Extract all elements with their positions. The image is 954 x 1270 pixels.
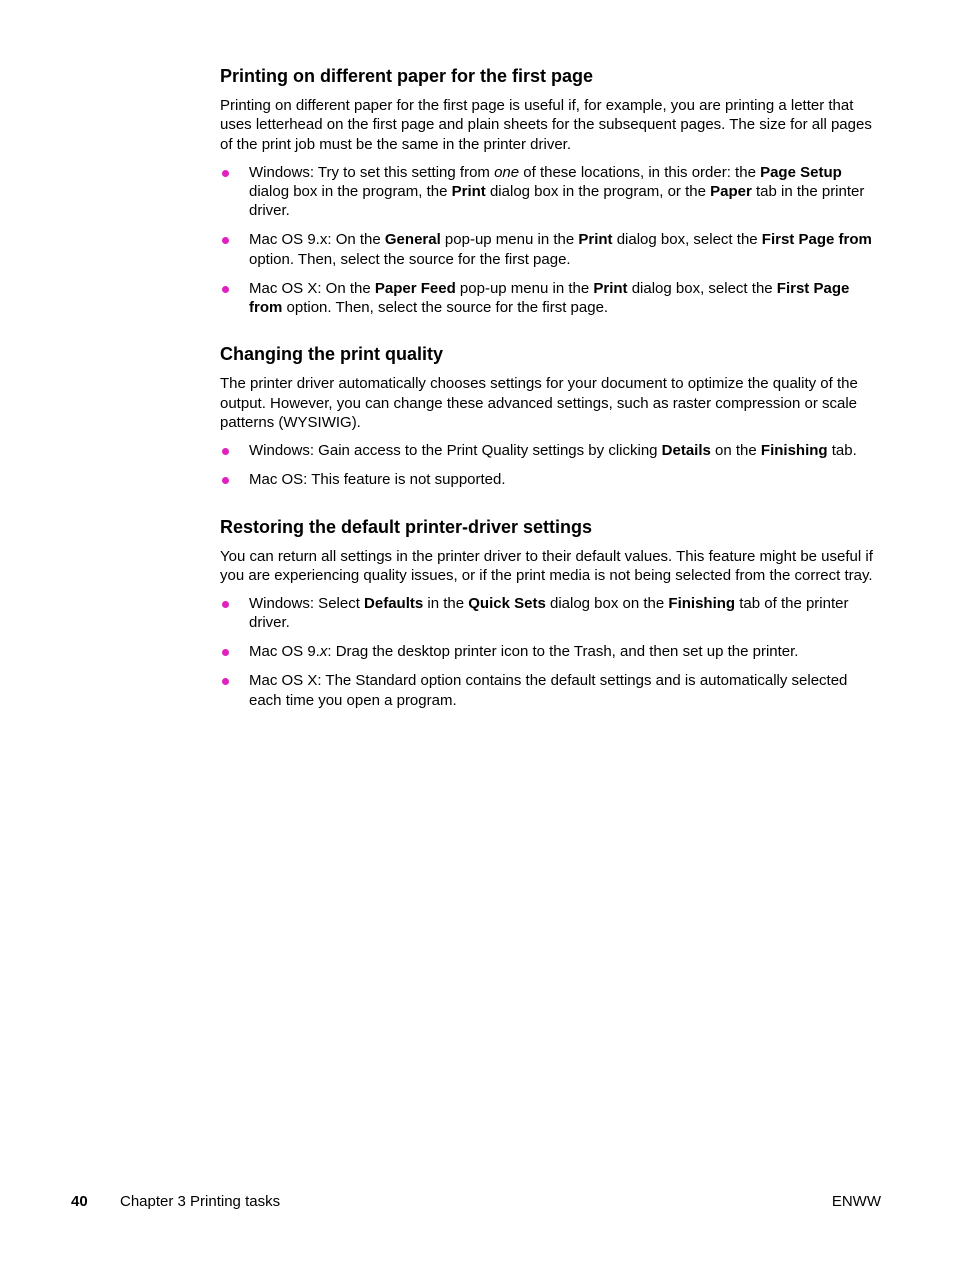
page-number: 40 (71, 1193, 88, 1210)
list-item-text (249, 164, 864, 220)
italic-text: one (494, 163, 520, 181)
list-item (220, 279, 880, 318)
section-heading: Changing the print quality (220, 344, 443, 365)
bullet-icon (222, 170, 229, 177)
text-run: dialog box on the (545, 595, 669, 613)
bullet-icon (222, 649, 229, 656)
footer-right-label: ENWW (831, 1193, 881, 1210)
text-run: dialog box in the program, the (249, 183, 452, 201)
list-item-text (249, 231, 872, 267)
text-run: pop-up menu in the (440, 231, 579, 249)
text-run: of these locations, in this order: the (519, 163, 761, 181)
list-item (220, 671, 880, 710)
text-run: Mac OS X: The Standard option contains the default settings and is automatically selected each time you open a program. (249, 672, 848, 709)
text-run: tab. (827, 442, 857, 460)
bold-text: Print (451, 183, 486, 201)
list-item (220, 642, 880, 661)
list-item (220, 230, 880, 269)
bullet-list (220, 594, 880, 710)
bold-text: Print (593, 279, 628, 297)
text-run: in the (423, 595, 469, 613)
section-paragraph: You can return all settings in the printer driver to their default values. This feature might be useful if you are experiencing quality issues, or if the print media is not being selected from the correct tray. (220, 547, 873, 584)
text-run: option. Then, select the source for the first page. (282, 299, 609, 317)
list-item-text (249, 471, 506, 488)
text-run: option. Then, select the source for the first page. (249, 250, 571, 268)
list-item (220, 470, 880, 489)
text-run: Windows: Select (249, 595, 365, 613)
bold-text: Print (578, 231, 613, 249)
list-item-text (249, 672, 847, 708)
list-item-text (249, 442, 857, 459)
text-run: Mac OS 9.x: On the (249, 231, 385, 249)
section-heading: Printing on different paper for the first page (220, 66, 594, 86)
list-item-text (249, 280, 849, 316)
bullet-icon (222, 448, 229, 455)
bullet-icon (222, 678, 229, 685)
bullet-icon (222, 237, 229, 244)
bold-text: Details (661, 442, 711, 460)
list-item-text (249, 643, 798, 660)
text-run: dialog box, select the (627, 279, 777, 297)
text-run: pop-up menu in the (455, 279, 594, 297)
bold-text: Quick Sets (468, 595, 546, 613)
section-paragraph: The printer driver automatically chooses settings for your document to optimize the quality of the output. However, you can change these advanced settings, such as raster compression or scale patterns (WYSIWIG). (220, 375, 858, 431)
bold-text: Finishing (760, 442, 828, 460)
text-run: tab in the printer driver. (249, 183, 865, 220)
bold-text: Paper Feed (374, 279, 456, 297)
list-item-text (249, 595, 848, 631)
list-item (220, 441, 880, 460)
bullet-list (220, 441, 880, 489)
bullet-list (220, 163, 880, 317)
text-run: Windows: Try to set this setting from (249, 163, 495, 181)
bullet-icon (222, 601, 229, 608)
text-run: Mac OS 9. (249, 643, 320, 661)
bold-text: Paper (710, 183, 752, 201)
bullet-icon (222, 477, 229, 484)
bullet-icon (222, 286, 229, 293)
text-run: Mac OS X: On the (249, 279, 375, 297)
italic-text: x (319, 643, 328, 661)
section-print-quality (220, 342, 880, 489)
chapter-title: Chapter 3 Printing tasks (120, 1193, 281, 1210)
text-run: dialog box, select the (612, 231, 762, 249)
bold-text: General (384, 231, 441, 249)
section-paragraph: Printing on different paper for the first page is useful if, for example, you are printing a letter that uses letterhead on the first page and plain sheets for the subsequent pages. The size for all pages of the print job must be the same in the printer driver. (220, 97, 872, 153)
bold-text: First Page from (249, 279, 850, 317)
section-restore-defaults (220, 515, 880, 710)
bold-text: Finishing (668, 595, 736, 613)
text-run: : Drag the desktop printer icon to the Trash, and then set up the printer. (327, 643, 799, 661)
bold-text: Page Setup (760, 163, 842, 181)
list-item (220, 594, 880, 633)
text-run: tab of the printer driver. (249, 595, 849, 632)
section-heading: Restoring the default printer-driver settings (220, 516, 593, 537)
text-run: Mac OS: This feature is not supported. (249, 471, 506, 489)
page-content (220, 64, 880, 735)
bold-text: Defaults (364, 595, 424, 613)
list-item (220, 163, 880, 221)
section-first-page (220, 64, 880, 317)
text-run: dialog box in the program, or the (485, 183, 711, 201)
text-run: on the (710, 442, 761, 460)
bold-text: First Page from (761, 231, 872, 249)
text-run: Windows: Gain access to the Print Quality settings by clicking (249, 442, 662, 460)
